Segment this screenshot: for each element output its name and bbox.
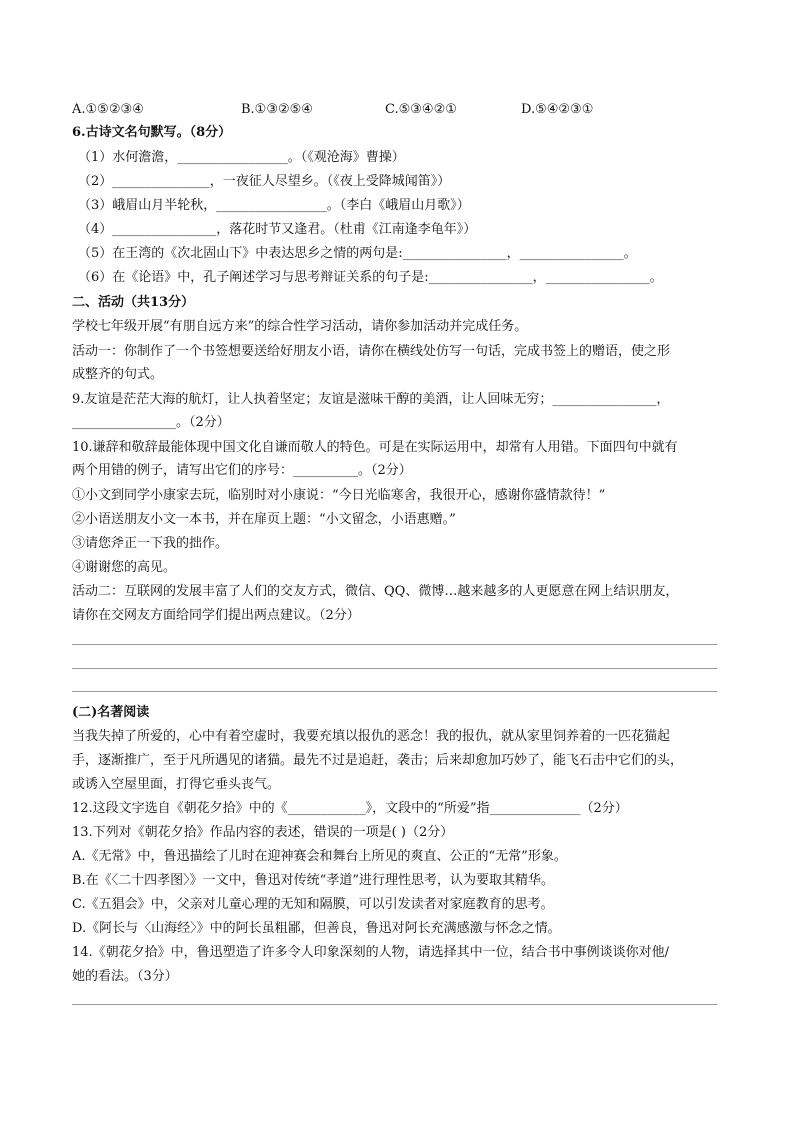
q10-option-3: ③请您斧正一下我的拙作。 [72,536,229,551]
q6-item-5: （5）在王湾的《次北固山下》中表达思乡之情的两句是:________________，________________。 [78,246,637,261]
q13: 13.下列对《朝花夕拾》作品内容的表述，错误的一项是( )（2分） [72,825,454,840]
passage-line-1: 当我失掉了所爱的，心中有着空虚时，我要充填以报仇的恶念！我的报仇，就从家里饲养着的一匹花猫起 [72,729,671,744]
passage-line-2: 手，逐渐推广，至于凡所遇见的诸猫。最先不过是追赶，袭击；后来却愈加巧妙了，能飞石击中它们的头， [72,753,684,768]
q9-line-2: ________________。（2分） [72,415,230,430]
q10-option-4: ④谢谢您的高见。 [72,560,177,575]
section2-intro: 学校七年级开展“有朋自远方来”的综合性学习活动，请你参加活动并完成任务。 [72,319,528,334]
q10-option-2: ②小语送朋友小文一本书，并在扉页上题：“小文留念，小语惠赠。” [72,512,456,527]
section2-title: 二、活动（共13分） [72,295,195,310]
answer-line[interactable] [72,668,717,669]
q6-item-1: （1）水何澹澹，_________________。（《观沧海》曹操） [78,150,405,165]
activity2-line-2: 请你在交网友方面给同学们提出两点建议。（2分） [72,608,360,623]
q6-item-3: （3）峨眉山月半轮秋，_________________。（李白《峨眉山月歌》） [78,198,470,213]
activity2-line-1: 活动二：互联网的发展丰富了人们的交友方式，微信、QQ、微博…越来越多的人更愿意在网上结识朋友， [72,584,679,599]
q6-item-6: （6）在《论语》中，孔子阐述学习与思考辩证关系的句子是:________________，________________。 [78,270,663,285]
q5-option-c: C.⑤③④②① [385,102,457,117]
q10-line-1: 10.谦辞和敬辞最能体现中国文化自谦而敬人的特色。可是在实际运用中，却常有人用错。下面四句中就有 [72,440,678,455]
q14-line-1: 14.《朝花夕拾》中，鲁迅塑造了许多令人印象深刻的人物，请选择其中一位，结合书中事例谈谈你对他/ [72,945,670,960]
q10-line-2: 两个用错的例子，请写出它们的序号：__________。（2分） [72,463,412,478]
q10-option-1: ①小文到同学小康家去玩，临别时对小康说：“今日光临寒舍，我很开心，感谢你盛情款待！” [72,488,606,503]
q9-line-1: 9.友谊是茫茫大海的航灯，让人执着坚定；友谊是滋味干醇的美酒，让人回味无穷；________________， [72,392,670,407]
q14-line-2: 她的看法。（3分） [72,969,178,984]
q13-option-c: C.《五猖会》中，父亲对儿童心理的无知和隔膜，可以引发读者对家庭教育的思考。 [72,897,554,912]
answer-line[interactable] [72,1004,717,1005]
q13-option-a: A.《无常》中，鲁迅描绘了儿时在迎神赛会和舞台上所见的爽直、公正的“无常”形象。 [72,849,567,864]
q13-option-d: D.《阿长与〈山海经〉》中的阿长虽粗鄙，但善良，鲁迅对阿长充满感激与怀念之情。 [72,921,561,936]
q12: 12.这段文字选自《朝花夕拾》中的《____________》，文段中的“所爱”指______________（2分） [72,801,628,816]
q13-option-b: B.在《〈二十四孝图〉》一文中，鲁迅对传统“孝道”进行理性思考，认为要取其精华。 [72,873,554,888]
answer-line[interactable] [72,644,717,645]
answer-line[interactable] [72,691,717,692]
q6-item-2: （2）_______________，一夜征人尽望乡。（《夜上受降城闻笛》） [78,174,451,189]
q5-option-a: A.①⑤②③④ [72,102,144,117]
activity1-line-2: 成整齐的句式。 [72,367,164,382]
q6-title: 6.古诗文名句默写。（8分） [72,125,232,140]
reading-title: (二)名著阅读 [72,705,150,720]
q6-item-4: （4）________________，落花时节又逢君。（杜甫《江南逢李龟年》） [78,222,477,237]
q5-option-d: D.⑤④②③① [521,102,594,117]
activity1-line-1: 活动一：你制作了一个书签想要送给好朋友小语，请你在横线处仿写一句话，完成书签上的赠语，使之形 [72,344,671,359]
q5-option-b: B.①③②⑤④ [241,102,313,117]
passage-line-3: 或诱入空屋里面，打得它垂头丧气。 [72,777,281,792]
